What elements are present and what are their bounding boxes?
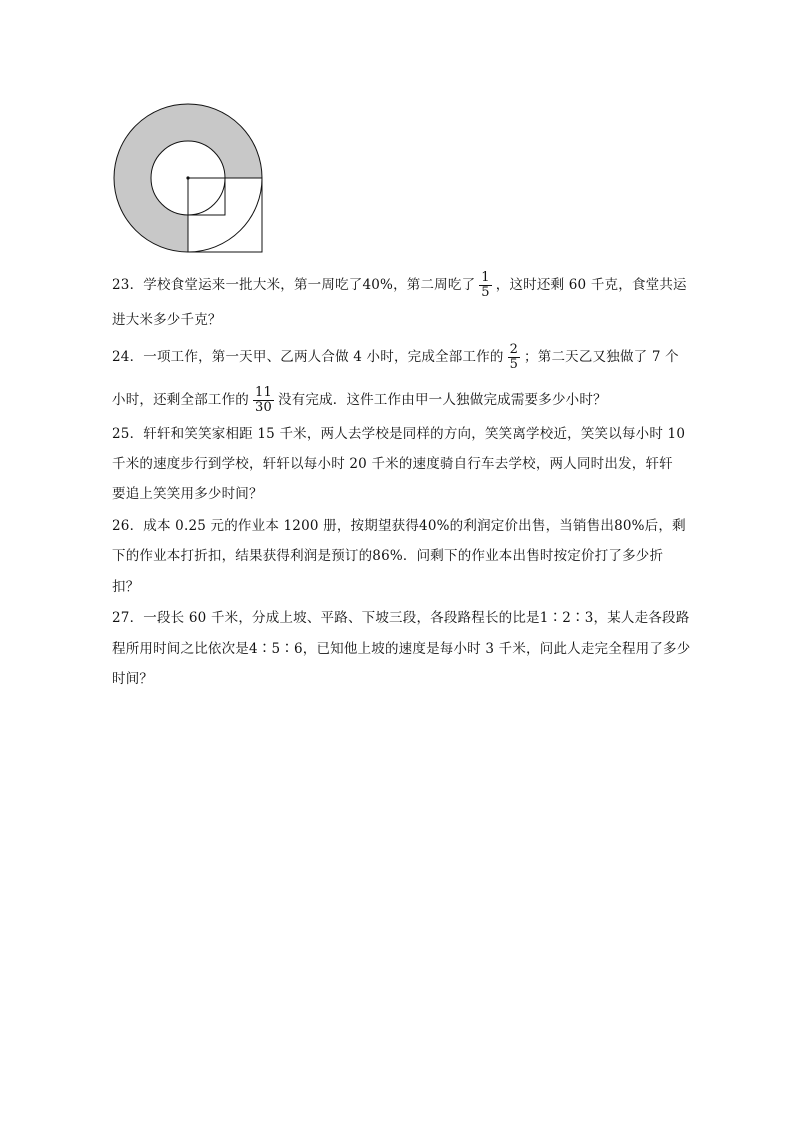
fraction-eleven-thirtieths: $\frac{11}{30}$ (255, 385, 272, 415)
q24-line2-part2: 没有完成．这件工作由甲一人独做完成需要多少小时？ (277, 392, 607, 408)
q27-line1: 27．一段长 60 千米，分成上坡、平路、下坡三段，各段路程长的比是1∶2∶3，某人走各段路 (112, 610, 690, 626)
q25-line2: 千米的速度步行到学校，轩轩以每小时 20 千米的速度骑自行车去学校，两人同时出发，轩轩 (112, 456, 673, 472)
q24-line1-part2: ；第二天乙又独做了 7 个 (524, 349, 679, 365)
q26-line3: 扣？ (112, 579, 140, 595)
fraction-one-fifth: $\frac{1}{5}$ (481, 270, 490, 300)
fraction-two-fifths: $\frac{2}{5}$ (509, 342, 519, 372)
q25-line3: 要追上笑笑用多少时间？ (112, 486, 263, 502)
q26-line1: 26．成本 0.25 元的作业本 1200 册，按期望获得40%的利润定价出售，当销售出80%后，剩 (112, 518, 686, 534)
q23-line1-part1: 23．学校食堂运来一批大米，第一周吃了40%，第二周吃了 (112, 277, 476, 293)
q26-line2: 下的作业本打折扣，结果获得利润是预订的86%．问剩下的作业本出售时按定价打了多少折 (112, 548, 664, 564)
ring-square-figure (112, 102, 264, 254)
q24-line1-part1: 24．一项工作，第一天甲、乙两人合做 4 小时，完成全部工作的 (112, 349, 504, 365)
q27-line3: 时间？ (112, 671, 154, 687)
q23-line2: 进大米多少千克？ (112, 312, 222, 328)
q27-line2: 程所用时间之比依次是4∶5∶6，已知他上坡的速度是每小时 3 千米，问此人走完全程用了多少 (112, 641, 691, 657)
q24-line2-part1: 小时，还剩全部工作的 (112, 392, 249, 408)
center-point (186, 176, 189, 179)
q23-line1-part2: ，这时还剩 60 千克，食堂共运 (495, 277, 687, 293)
q25-line1: 25．轩轩和笑笑家相距 15 千米，两人去学校是同样的方向，笑笑离学校近，笑笑以每小时 10 (112, 426, 686, 442)
